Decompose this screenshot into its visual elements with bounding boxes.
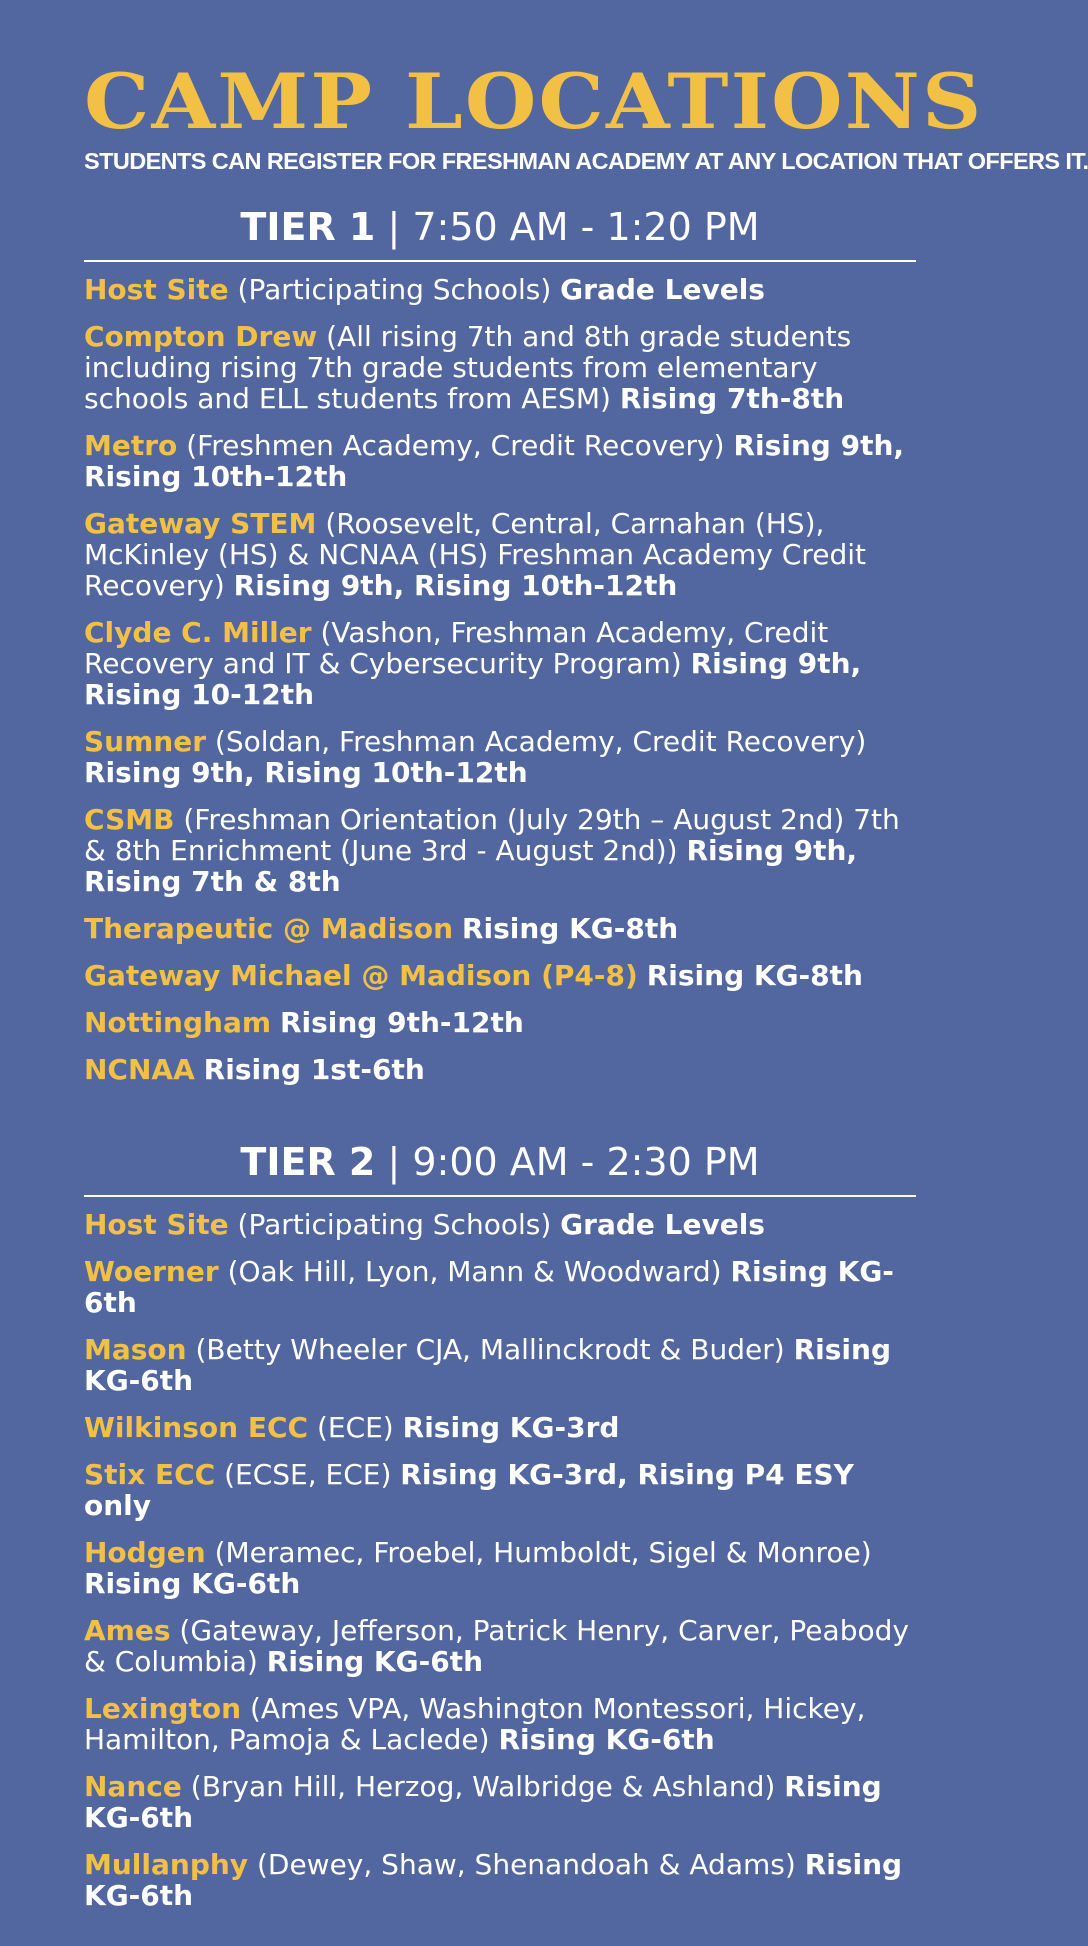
host-site-name: Metro [84, 428, 178, 462]
location-entry [84, 1849, 916, 1911]
grade-levels: Rising KG-6th [84, 1769, 882, 1834]
location-entry [84, 726, 916, 788]
tier-2-section [84, 1139, 916, 1912]
grade-levels: Rising KG-3rd [402, 1410, 620, 1444]
grade-levels: Rising KG-6th [84, 1332, 891, 1397]
grade-levels: Rising 9th, Rising 7th & 8th [84, 833, 858, 898]
grade-levels: Rising KG-6th [84, 1254, 894, 1319]
tier-2-list [84, 1209, 916, 1911]
participating-schools: (Roosevelt, Central, Carnahan (HS), McKinley (HS) & NCNAA (HS) Freshman Academy Credit Recovery) [84, 506, 867, 602]
participating-schools: (Freshman Orientation (July 29th – August 2nd) 7th & 8th Enrichment (June 3rd - August 2nd)) [84, 802, 900, 867]
page-title: CAMP LOCATIONS [84, 57, 984, 146]
location-entry [84, 1459, 916, 1521]
grade-levels: Rising 7th-8th [619, 381, 845, 415]
location-entry [84, 1537, 916, 1599]
participating-schools: (Soldan, Freshman Academy, Credit Recovery) [214, 724, 867, 758]
participating-schools: (Betty Wheeler CJA, Mallinckrodt & Buder) [195, 1332, 785, 1366]
host-site-name: Lexington [84, 1691, 242, 1725]
tier-1-hours: 7:50 AM - 1:20 PM [412, 204, 760, 249]
grade-levels: Rising KG-8th [646, 958, 863, 992]
host-site-name: Stix ECC [84, 1457, 216, 1491]
grade-levels: Rising KG-8th [461, 911, 679, 945]
tier-2-column-header [84, 1209, 916, 1240]
host-site-name: Nottingham [84, 1005, 272, 1039]
participating-schools: (Gateway, Jefferson, Patrick Henry, Carver, Peabody & Columbia) [84, 1613, 909, 1678]
location-entry [84, 1054, 916, 1085]
location-entry [84, 1615, 916, 1677]
participating-schools: (Meramec, Froebel, Humboldt, Sigel & Monroe) [214, 1535, 872, 1569]
location-entry [84, 1334, 916, 1396]
grade-levels: Rising 9th, Rising 10th-12th [84, 755, 528, 789]
grade-levels: Rising 9th, Rising 10th-12th [84, 428, 905, 493]
participating-schools: (ECE) [316, 1410, 394, 1444]
header-participating-schools: (Participating Schools) [237, 272, 552, 306]
location-entry [84, 1256, 916, 1318]
grade-levels: Rising KG-6th [498, 1722, 715, 1756]
grade-levels: Rising KG-6th [84, 1847, 903, 1912]
host-site-name: Gateway STEM [84, 506, 317, 540]
tier-1-name: TIER 1 [240, 204, 376, 249]
tier-2-divider [84, 1195, 916, 1197]
tier-1-list [84, 274, 916, 1085]
host-site-name: Woerner [84, 1254, 219, 1288]
host-site-name: Mullanphy [84, 1847, 249, 1881]
grade-levels: Rising KG-3rd, Rising P4 ESY only [84, 1457, 854, 1522]
tier-2-separator: | [387, 1139, 401, 1184]
host-site-name: Sumner [84, 724, 207, 758]
host-site-name: CSMB [84, 802, 175, 836]
tier-2-heading [84, 1139, 916, 1184]
host-site-name: Nance [84, 1769, 182, 1803]
participating-schools: (Oak Hill, Lyon, Mann & Woodward) [227, 1254, 722, 1288]
header-grade-levels: Grade Levels [560, 1207, 765, 1241]
location-entry [84, 321, 916, 414]
location-entry [84, 617, 916, 710]
location-entry [84, 1412, 916, 1443]
location-entry [84, 1007, 916, 1038]
page-subtitle: STUDENTS CAN REGISTER FOR FRESHMAN ACADEMY AT ANY LOCATION THAT OFFERS IT. [84, 148, 1088, 174]
tier-2-hours: 9:00 AM - 2:30 PM [412, 1139, 760, 1184]
grade-levels: Rising 9th, Rising 10th-12th [233, 568, 678, 602]
tier-1-section [84, 204, 916, 1086]
location-entry [84, 508, 916, 601]
participating-schools: (Dewey, Shaw, Shenandoah & Adams) [256, 1847, 796, 1881]
tier-1-heading [84, 204, 916, 249]
participating-schools: (All rising 7th and 8th grade students including rising 7th grade students from elementary schools and ELL students from AESM) [84, 319, 852, 415]
participating-schools: (Freshmen Academy, Credit Recovery) [186, 428, 725, 462]
host-site-name: Wilkinson ECC [84, 1410, 309, 1444]
host-site-name: Ames [84, 1613, 171, 1647]
host-site-name: Hodgen [84, 1535, 206, 1569]
grade-levels: Rising 1st-6th [203, 1052, 425, 1086]
host-site-name: Gateway Michael @ Madison (P4-8) [84, 958, 638, 992]
tier-1-column-header [84, 274, 916, 305]
participating-schools: (Vashon, Freshman Academy, Credit Recovery and IT & Cybersecurity Program) [84, 615, 829, 680]
grade-levels: Rising KG-6th [266, 1644, 484, 1678]
host-site-name: Therapeutic @ Madison [84, 911, 454, 945]
header-host-site: Host Site [84, 272, 229, 306]
location-entry [84, 804, 916, 897]
tier-2-name: TIER 2 [240, 1139, 376, 1184]
grade-levels: Rising 9th-12th [279, 1005, 524, 1039]
grade-levels: Rising KG-6th [84, 1566, 301, 1600]
host-site-name: Compton Drew [84, 319, 318, 353]
host-site-name: Mason [84, 1332, 187, 1366]
location-entry [84, 1771, 916, 1833]
participating-schools: (Bryan Hill, Herzog, Walbridge & Ashland) [190, 1769, 776, 1803]
tier-1-divider [84, 260, 916, 262]
grade-levels: Rising 9th, Rising 10-12th [84, 646, 862, 711]
participating-schools: (Ames VPA, Washington Montessori, Hickey, Hamilton, Pamoja & Laclede) [84, 1691, 866, 1756]
host-site-name: NCNAA [84, 1052, 195, 1086]
location-entry [84, 430, 916, 492]
header-participating-schools: (Participating Schools) [237, 1207, 552, 1241]
participating-schools: (ECSE, ECE) [224, 1457, 392, 1491]
host-site-name: Clyde C. Miller [84, 615, 312, 649]
location-entry [84, 913, 916, 944]
location-entry [84, 960, 916, 991]
location-entry [84, 1693, 916, 1755]
header-host-site: Host Site [84, 1207, 229, 1241]
header-grade-levels: Grade Levels [560, 272, 765, 306]
tier-1-separator: | [387, 204, 401, 249]
